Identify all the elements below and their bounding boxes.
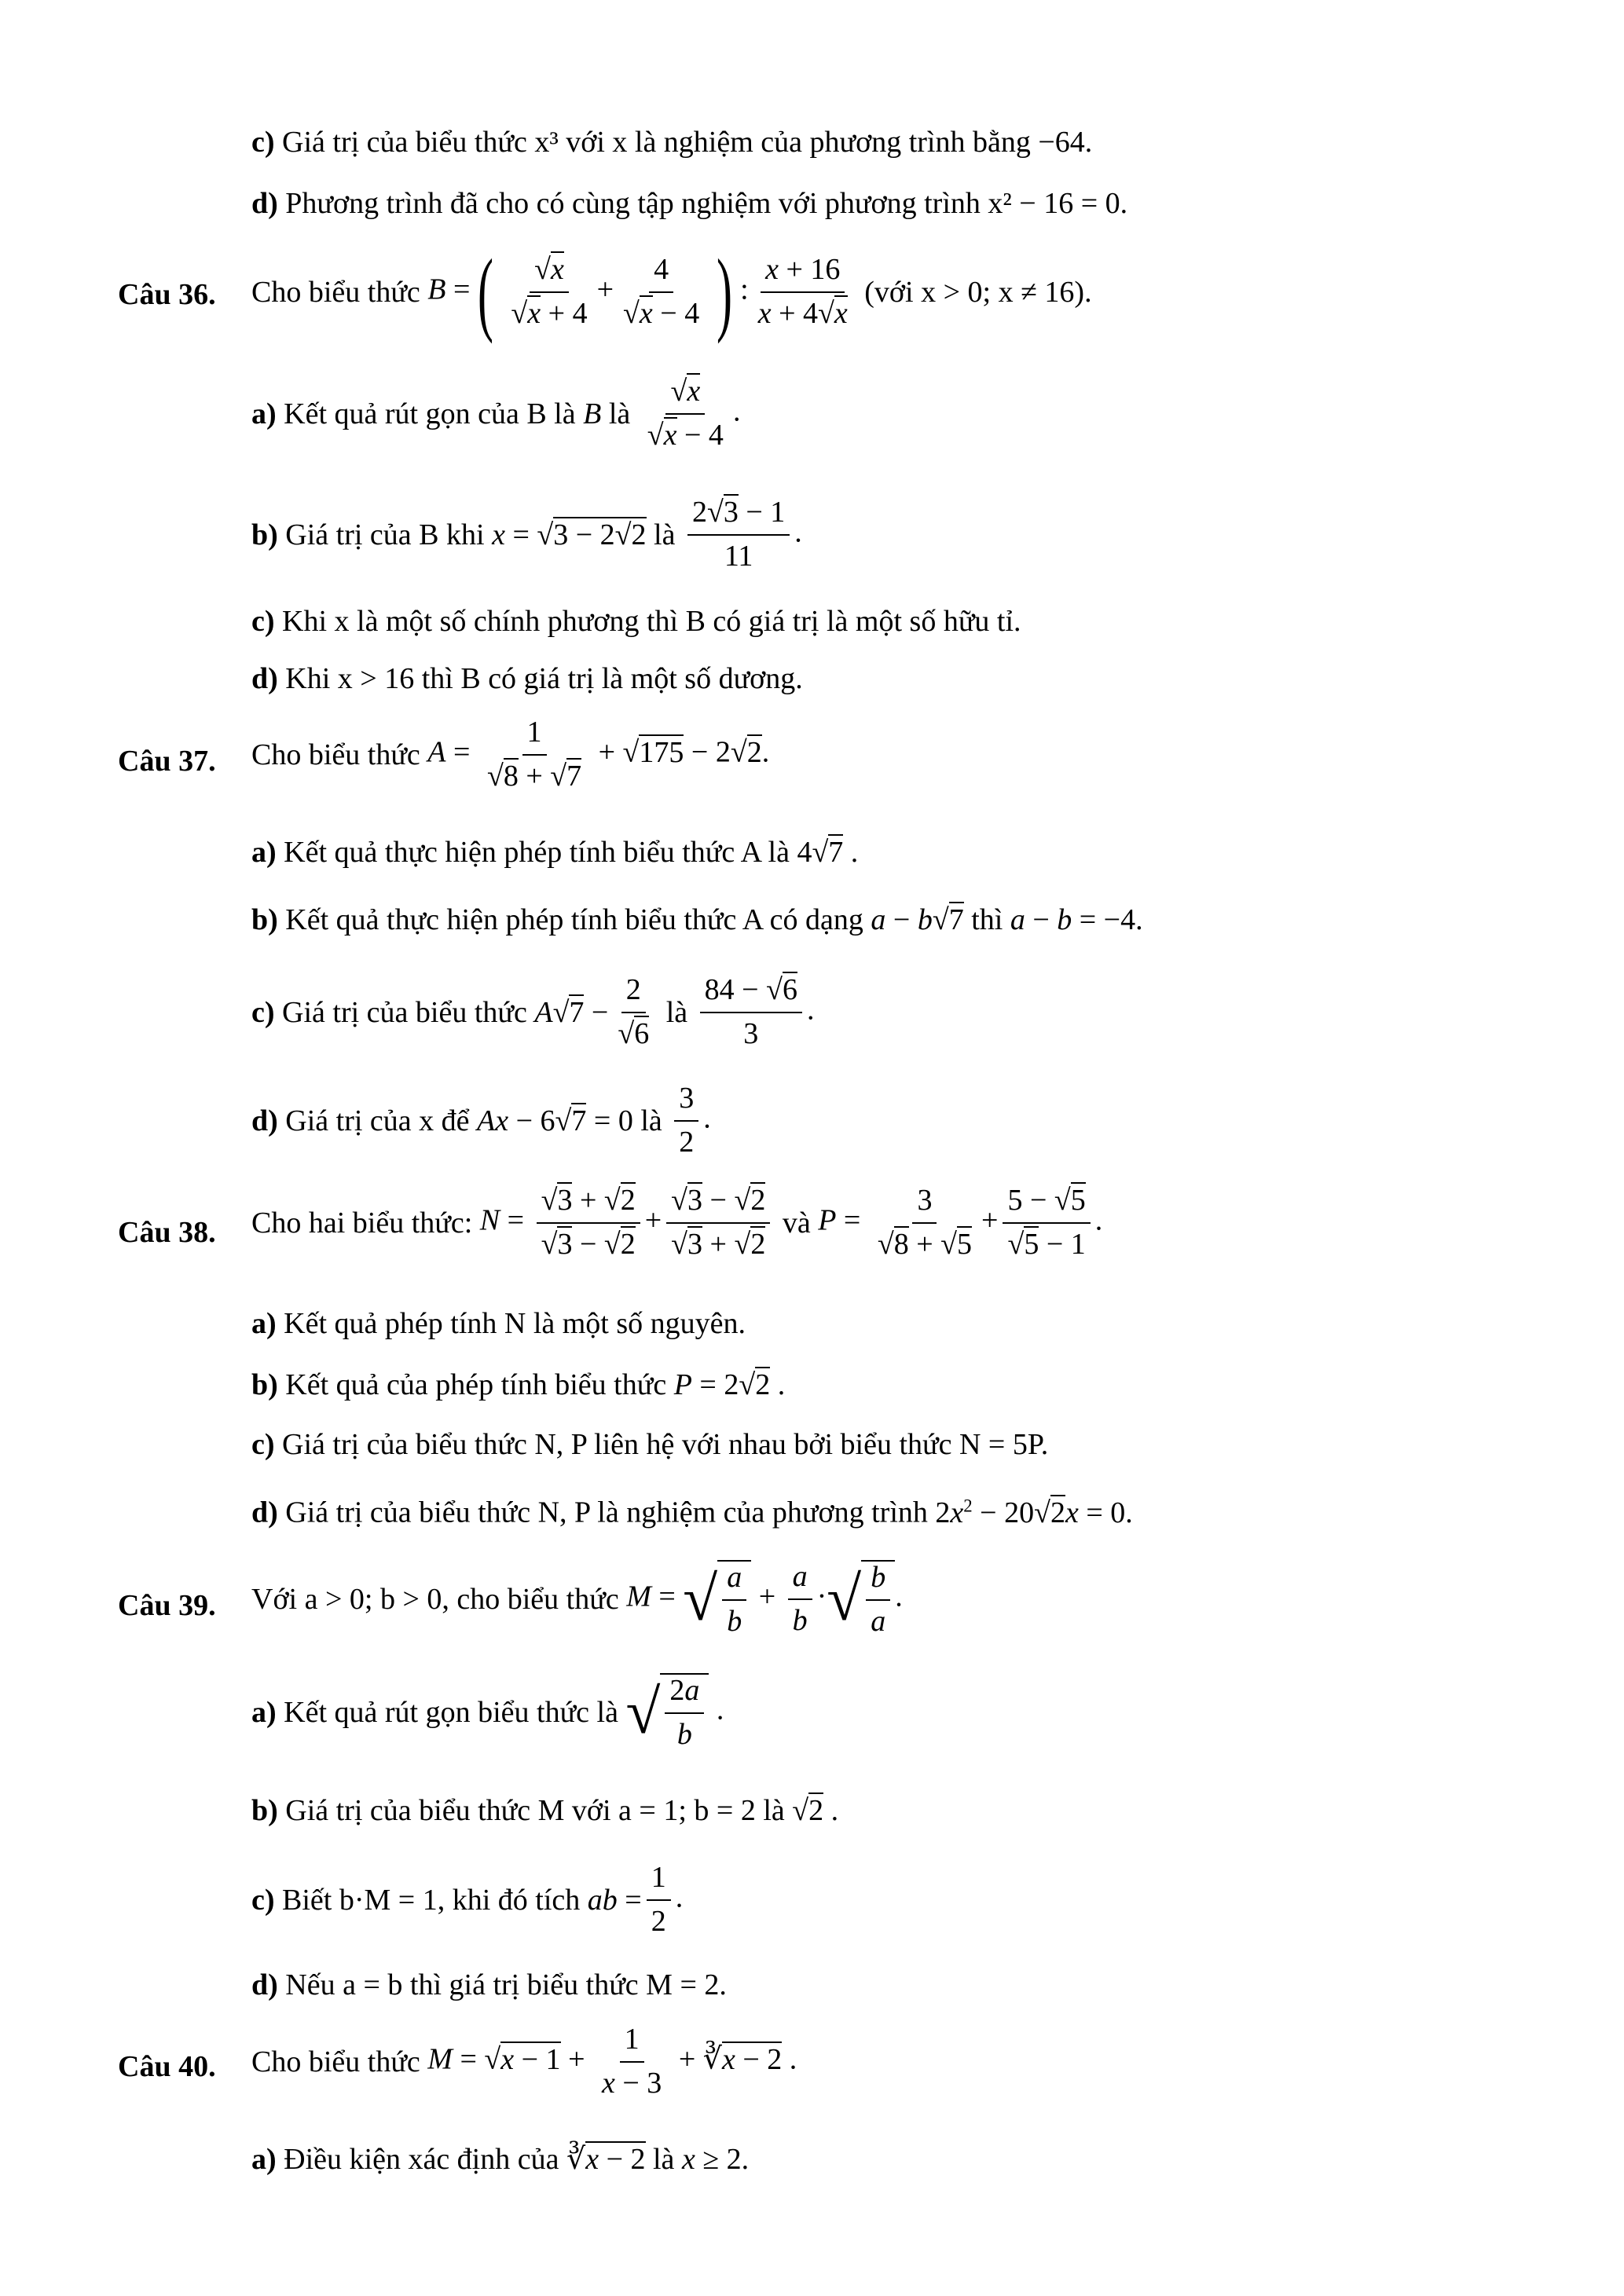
q37b-label: b) — [251, 903, 278, 936]
q39a-text: Kết quả rút gọn biểu thức là — [284, 1695, 618, 1729]
q37d-text: Giá trị của x để — [285, 1104, 470, 1137]
q36d-label: d) — [251, 662, 278, 695]
q40-label: Câu 40. — [118, 2050, 216, 2083]
q38a-text: Kết quả phép tính N là một số nguyên. — [284, 1307, 746, 1340]
q39b-line: b) Giá trị của biểu thức M với a = 1; b = 2 là √2 . — [251, 1794, 839, 1827]
q38a-label: a) — [251, 1307, 277, 1340]
q39d-label: d) — [251, 1968, 278, 2001]
q39a-line: a) Kết quả rút gọn biểu thức là √ $\frac{2a}{b}$ . — [251, 1674, 724, 1751]
q35d-line — [251, 189, 1127, 218]
q36a-text: Kết quả rút gọn của B là — [284, 397, 576, 430]
q36-condition: (với x > 0; x ≠ 16). — [864, 276, 1092, 309]
q38-label: Câu 38. — [118, 1216, 216, 1249]
q38d-text: Giá trị của biểu thức N, P là nghiệm của phương trình — [285, 1496, 928, 1529]
q39d-text: Nếu a = b thì giá trị biểu thức M = 2. — [285, 1968, 727, 2001]
q35c-label: c) — [251, 126, 275, 159]
q39b-text: Giá trị của biểu thức M với a = 1; b = 2 là — [285, 1794, 785, 1827]
q37a-label: a) — [251, 836, 277, 869]
q36d-line — [251, 664, 803, 694]
q40a-label: a) — [251, 2143, 277, 2176]
q37d-label: d) — [251, 1104, 278, 1137]
q35c-line — [251, 127, 1092, 157]
q36-intro: Cho biểu thức — [251, 276, 420, 309]
q36-formula: B =( $\frac{√x}{√x + 4}$ + $\frac{4}{√x - 4}$ ) : $\frac{x + 16}{x + 4√x}$ — [427, 240, 848, 344]
q39c-label: c) — [251, 1883, 275, 1917]
q39c-line: c) Biết b·M = 1, khi đó tích ab = $\frac{1}{2}$ . — [251, 1861, 684, 1938]
q40a-text: Điều kiện xác định của — [284, 2143, 559, 2176]
q35c-text: Giá trị của biểu thức x³ với x là nghiệm của phương trình bằng −64. — [282, 126, 1093, 159]
q39b-label: b) — [251, 1794, 278, 1827]
q39-stem: Với a > 0; b > 0, cho biểu thức M = √ $\frac{a}{b}$ + $\frac{a}{b}$ ·√ $\frac{b}{a}$ . — [251, 1560, 903, 1638]
q38b-line: b) Kết quả của phép tính biểu thức P = 2√2 . — [251, 1368, 786, 1401]
q36-label: Câu 36. — [118, 278, 216, 311]
q38-stem: Cho hai biểu thức: N = $\frac{√3 + √2}{√3 - √2}$ + $\frac{√3 - √2}{√3 + √2}$ và P = $\frac{3}{√8 + √5}$ + $\frac{5 - √5}{√5 - 1}$ . — [251, 1184, 1103, 1261]
q37a-line: a) Kết quả thực hiện phép tính biểu thức A là 4√7 . — [251, 836, 859, 869]
q37-label: Câu 37. — [118, 745, 216, 778]
q36d-text: Khi x > 16 thì B có giá trị là một số dương. — [285, 662, 803, 695]
q36c-line — [251, 606, 1021, 636]
q38b-label: b) — [251, 1368, 278, 1401]
q36-stem — [251, 240, 1092, 344]
q37d-la: là — [640, 1104, 662, 1137]
q39a-label: a) — [251, 1695, 277, 1729]
q40-intro: Cho biểu thức — [251, 2045, 420, 2078]
q36c-text: Khi x là một số chính phương thì B có giá trị là một số hữu tỉ. — [282, 605, 1021, 638]
q40a-line: a) Điều kiện xác định của ∛x − 2 là x ≥ 2. — [251, 2143, 750, 2176]
q37-intro: Cho biểu thức — [251, 738, 420, 771]
q39c-text: Biết b·M = 1, khi đó tích — [282, 1883, 581, 1917]
q36a-label: a) — [251, 397, 277, 430]
q38-intro: Cho hai biểu thức: — [251, 1206, 473, 1240]
q37d-line: d) Giá trị của x để Ax − 6√7 = 0 là $\frac{3}{2}$ . — [251, 1082, 711, 1159]
q36c-label: c) — [251, 605, 275, 638]
q37b-line: b) Kết quả thực hiện phép tính biểu thức A có dạng a − b√7 thì a − b = −4. — [251, 903, 1143, 936]
q40a-la: là — [653, 2143, 675, 2176]
q35d-text: Phương trình đã cho có cùng tập nghiệm với phương trình x² − 16 = 0. — [285, 187, 1128, 220]
q37c-label: c) — [251, 995, 275, 1029]
q36b-la: là — [654, 518, 676, 551]
q37b-thi: thì — [971, 903, 1003, 936]
q38c-line — [251, 1430, 1048, 1459]
q38d-line: d) Giá trị của biểu thức N, P là nghiệm của phương trình $2x^2 - 20√2x = 0$. — [251, 1496, 1133, 1529]
q39d-line — [251, 1970, 727, 2000]
q38a-line — [251, 1309, 746, 1338]
q37a-text: Kết quả thực hiện phép tính biểu thức A là — [284, 836, 790, 869]
q36b-text: Giá trị của B khi — [285, 518, 485, 551]
q38b-text: Kết quả của phép tính biểu thức — [285, 1368, 667, 1401]
q37c-text: Giá trị của biểu thức — [282, 995, 527, 1029]
q38d-label: d) — [251, 1496, 278, 1529]
q37c-la: là — [665, 995, 688, 1029]
q38c-label: c) — [251, 1428, 275, 1461]
q37b-text: Kết quả thực hiện phép tính biểu thức A có dạng — [285, 903, 863, 936]
q36b-line: b) Giá trị của B khi x = √3 − 2√2 là $\frac{2√3 - 1}{11}$ . — [251, 496, 802, 573]
q39-intro: Với a > 0; b > 0, cho biểu thức — [251, 1582, 619, 1616]
q38-va: và — [782, 1206, 811, 1240]
q36a-line: a) Kết quả rút gọn của B là B là $\frac{√x}{√x - 4}$ . — [251, 375, 741, 452]
q36a-la: là — [608, 397, 631, 430]
q38c-text: Giá trị của biểu thức N, P liên hệ với nhau bởi biểu thức N = 5P. — [282, 1428, 1049, 1461]
q39-label: Câu 39. — [118, 1589, 216, 1622]
q37c-line: c) Giá trị của biểu thức A√7 − $\frac{2}{√6}$ là $\frac{84 - √6}{3}$ . — [251, 973, 815, 1050]
q36b-label: b) — [251, 518, 278, 551]
q40-stem: Cho biểu thức M = √x − 1 + $\frac{1}{x - 3}$ + ∛x − 2 . — [251, 2023, 797, 2100]
q37-stem: Cho biểu thức A = $\frac{1}{√8 + √7}$ + √175 − 2√2. — [251, 716, 770, 793]
q35d-label: d) — [251, 187, 278, 220]
